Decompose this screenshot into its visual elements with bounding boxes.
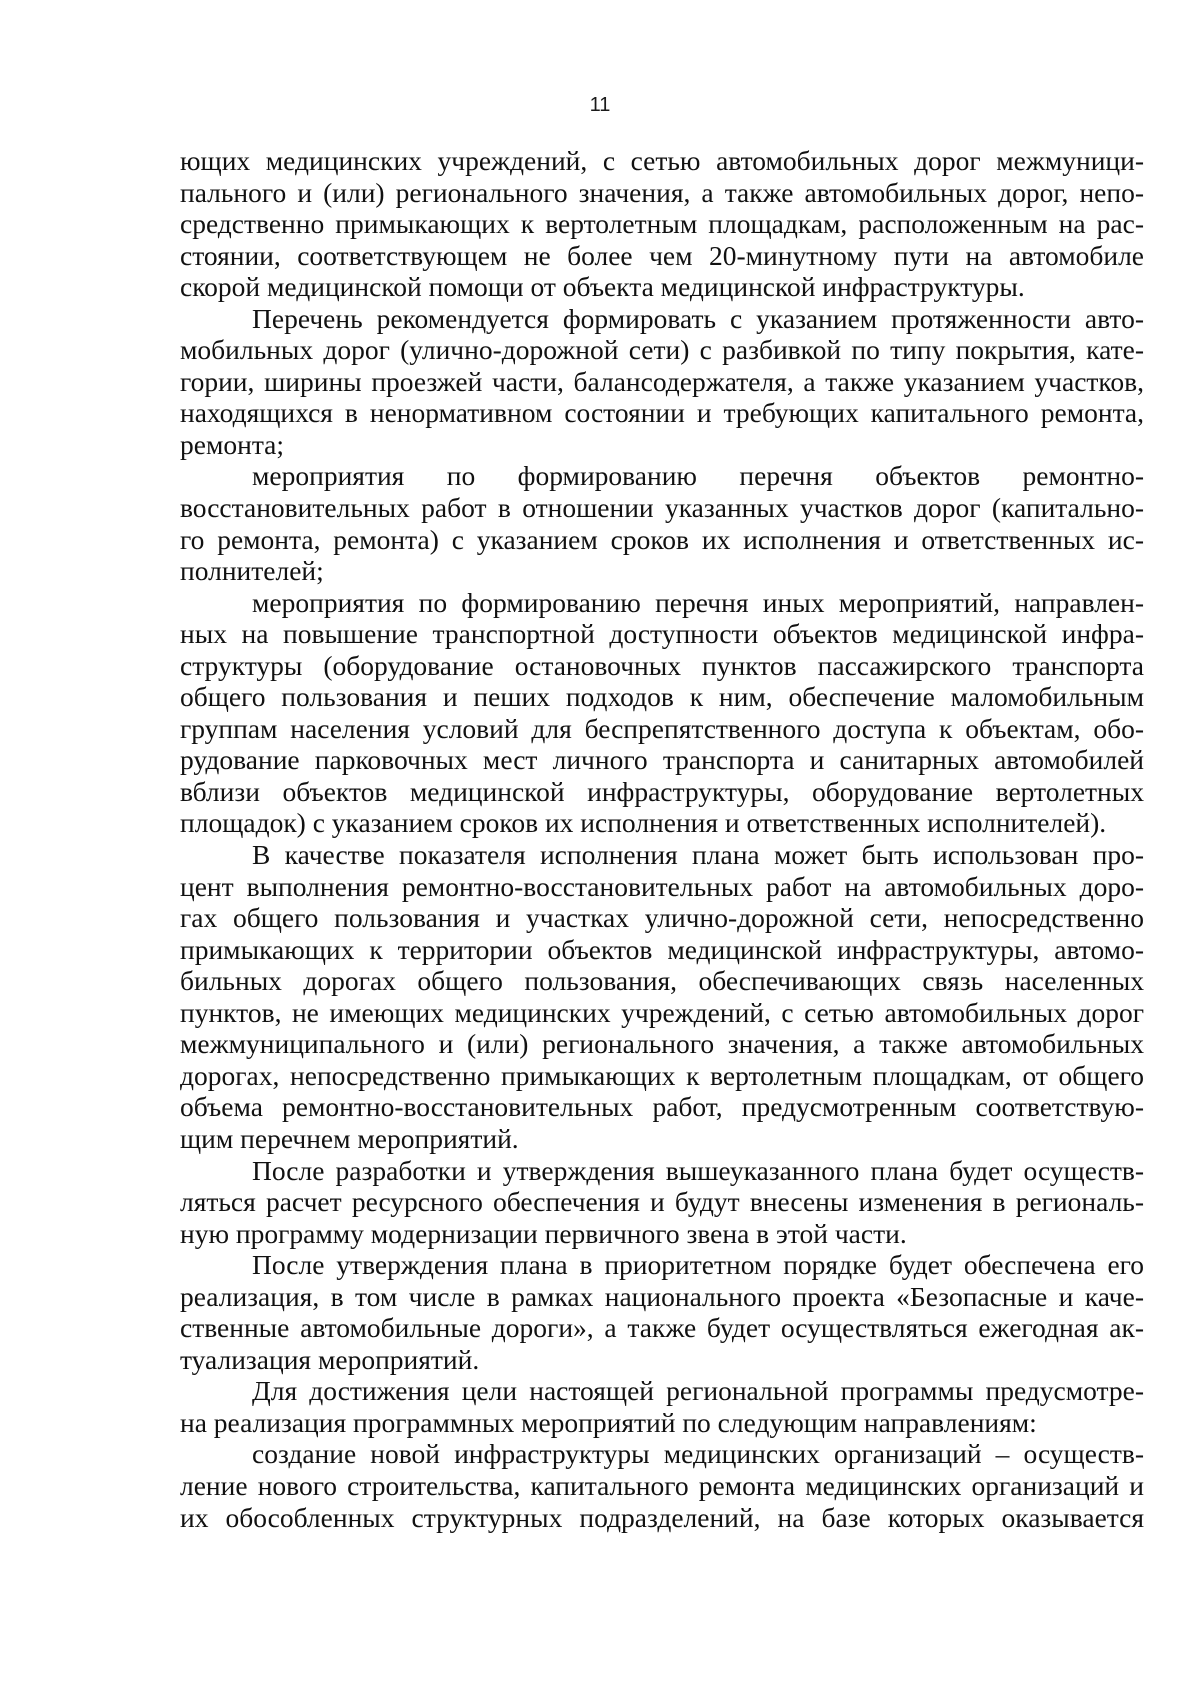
text-line: ную программу модернизации первичного звена в этой части. [180, 1217, 907, 1249]
page-number: 11 [589, 94, 611, 116]
text-line: мероприятия по формированию перечня объектов ремонтно- [252, 460, 1144, 492]
text-line: бильных дорогах общего пользования, обеспечивающих связь населенных [180, 965, 1144, 997]
text-line: средственно примыкающих к вертолетным площадкам, расположенным на рас- [180, 208, 1144, 240]
text-line: Перечень рекомендуется формировать с указанием протяженности авто- [252, 302, 1144, 334]
text-line: скорой медицинской помощи от объекта медицинской инфраструктуры. [180, 271, 1025, 303]
paragraph [180, 1375, 1144, 1438]
text-line: полнителей; [180, 555, 324, 587]
text-line: гах общего пользования и участках улично-дорожной сети, непосредственно [180, 902, 1144, 934]
paragraph [180, 1438, 1144, 1533]
text-line: ющих медицинских учреждений, с сетью автомобильных дорог межмуници- [180, 145, 1144, 176]
text-line: стоянии, соответствующем не более чем 20-минутному пути на автомобиле [180, 239, 1144, 271]
text-line: создание новой инфраструктуры медицинских организаций – осуществ- [252, 1438, 1144, 1470]
text-line: го ремонта, ремонта) с указанием сроков их исполнения и ответственных ис- [180, 523, 1144, 555]
text-line: мобильных дорог (улично-дорожной сети) с разбивкой по типу покрытия, кате- [180, 334, 1144, 366]
text-line: группам населения условий для беспрепятственного доступа к объектам, обо- [180, 712, 1144, 744]
text-line: рудование парковочных мест личного транспорта и санитарных автомобилей [180, 744, 1144, 776]
text-line: ственные автомобильные дороги», а также будет осуществляться ежегодная ак- [180, 1312, 1144, 1344]
text-line: пального и (или) регионального значения, а также автомобильных дорог, непо- [180, 176, 1144, 208]
text-line: на реализация программных мероприятий по следующим направлениям: [180, 1406, 1037, 1438]
text-line: их обособленных структурных подразделений, на базе которых оказывается [180, 1501, 1144, 1533]
text-line: межмуниципального и (или) регионального значения, а также автомобильных [180, 1028, 1144, 1060]
text-line: гории, ширины проезжей части, балансодержателя, а также указанием участков, [180, 365, 1144, 397]
text-line: щим перечнем мероприятий. [180, 1122, 519, 1154]
text-line: После утверждения плана в приоритетном порядке будет обеспечена его [252, 1249, 1144, 1281]
text-line: восстановительных работ в отношении указанных участков дорог (капитально- [180, 492, 1144, 524]
text-line: реализация, в том числе в рамках национального проекта «Безопасные и каче- [180, 1280, 1144, 1312]
text-line: ных на повышение транспортной доступности объектов медицинской инфра- [180, 618, 1144, 650]
paragraph [180, 460, 1144, 586]
text-line: пунктов, не имеющих медицинских учреждений, с сетью автомобильных дорог [180, 996, 1144, 1028]
text-line: площадок) с указанием сроков их исполнения и ответственных исполнителей). [180, 807, 1107, 839]
text-line: структуры (оборудование остановочных пунктов пассажирского транспорта [180, 649, 1144, 681]
paragraph [180, 303, 1144, 461]
text-line: вблизи объектов медицинской инфраструктуры, оборудование вертолетных [180, 775, 1144, 807]
text-line: находящихся в ненормативном состоянии и требующих капитального ремонта, [180, 397, 1144, 429]
paragraph [180, 839, 1144, 1154]
text-line: ляться расчет ресурсного обеспечения и будут внесены изменения в региональ- [180, 1186, 1144, 1218]
text-line: В качестве показателя исполнения плана может быть использован про- [252, 839, 1144, 871]
paragraph [180, 145, 1144, 303]
text-line: дорогах, непосредственно примыкающих к вертолетным площадкам, от общего [180, 1059, 1144, 1091]
text-line: ремонта; [180, 428, 285, 460]
text-line: примыкающих к территории объектов медицинской инфраструктуры, автомо- [180, 933, 1144, 965]
text-line: туализация мероприятий. [180, 1343, 480, 1375]
text-line: ление нового строительства, капитального ремонта медицинских организаций и [180, 1469, 1144, 1501]
paragraph [180, 1249, 1144, 1375]
text-line: общего пользования и пеших подходов к ним, обеспечение маломобильным [180, 681, 1144, 713]
paragraph [180, 587, 1144, 839]
text-line: Для достижения цели настоящей региональной программы предусмотре- [252, 1375, 1144, 1407]
text-line: мероприятия по формированию перечня иных мероприятий, направлен- [252, 586, 1144, 618]
paragraph [180, 1155, 1144, 1250]
text-line: После разработки и утверждения вышеуказанного плана будет осуществ- [252, 1154, 1144, 1186]
body-text [180, 145, 1144, 1533]
text-line: цент выполнения ремонтно-восстановительных работ на автомобильных доро- [180, 870, 1144, 902]
text-line: объема ремонтно-восстановительных работ, предусмотренным соответствую- [180, 1091, 1144, 1123]
